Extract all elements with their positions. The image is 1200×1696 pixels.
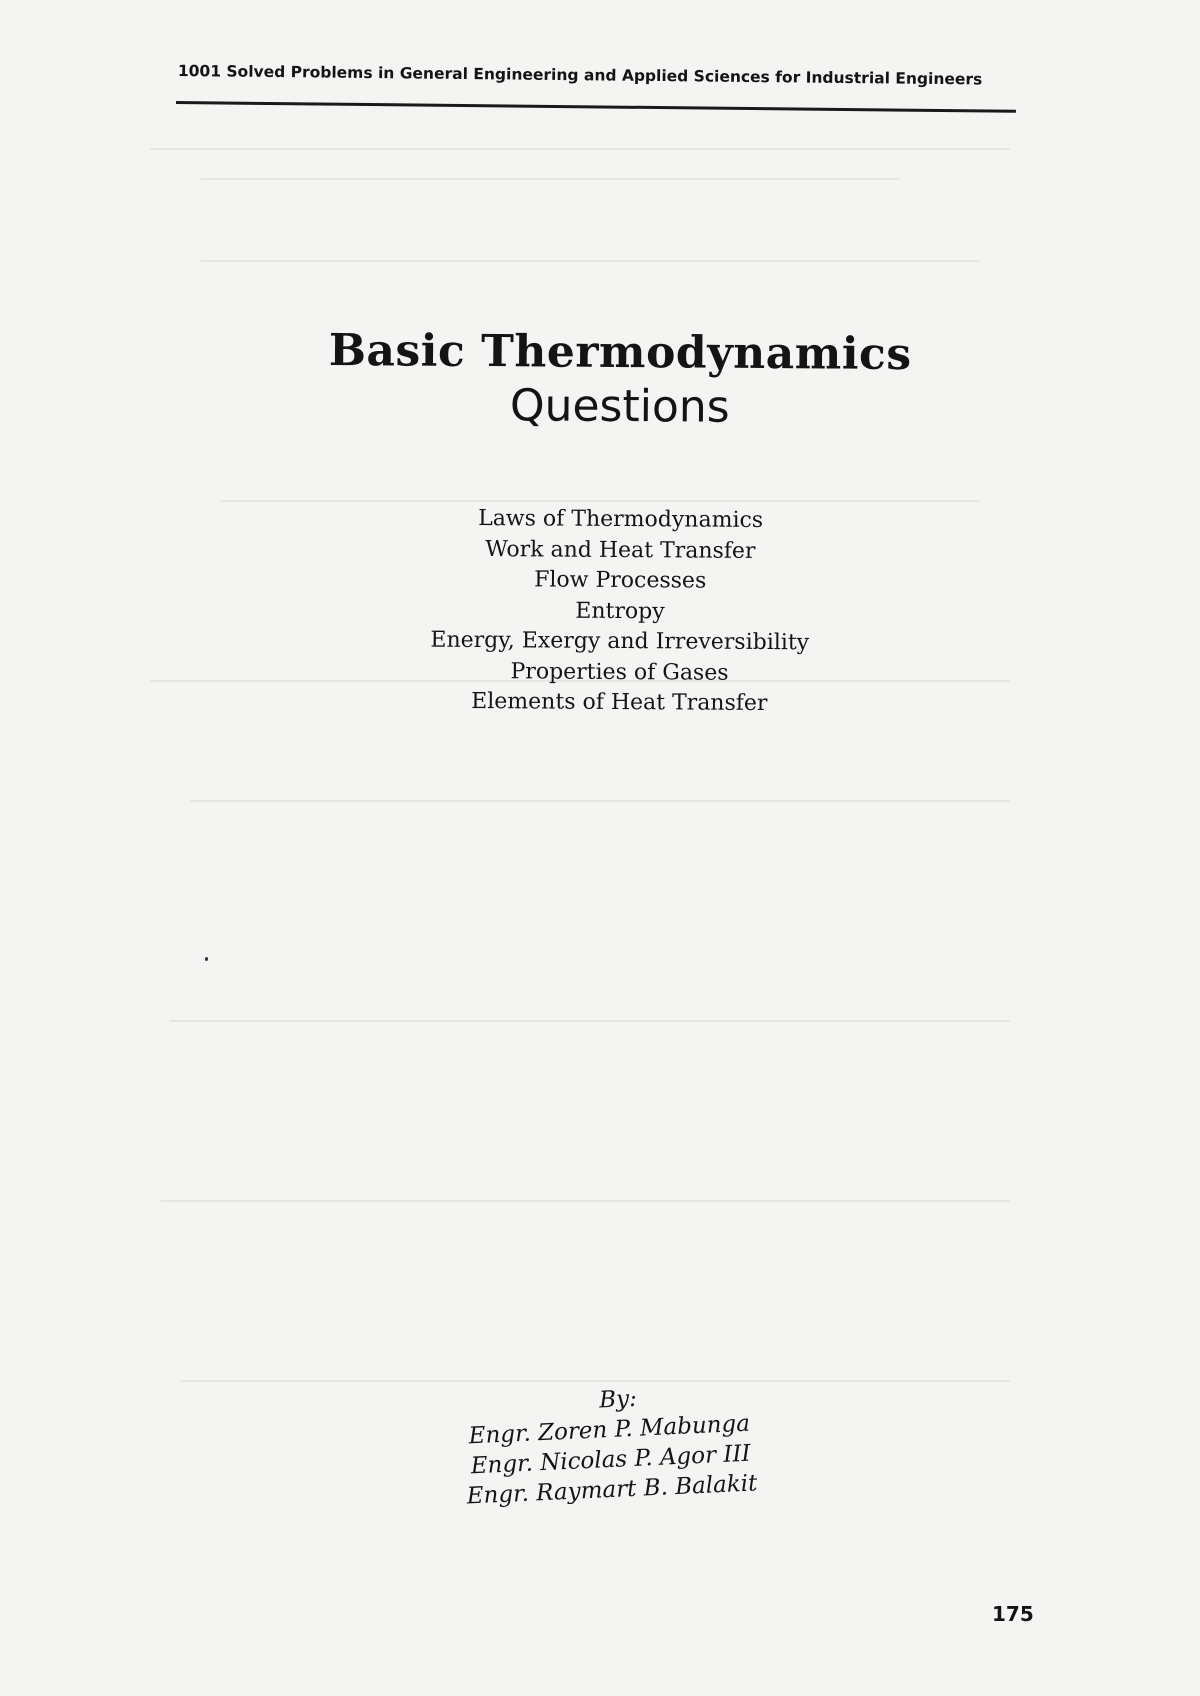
topic-item: Properties of Gases: [510, 658, 729, 686]
author-name: Engr. Zoren P. Mabunga: [468, 1410, 751, 1450]
page-number: 175: [992, 1602, 1034, 1626]
topic-item: Elements of Heat Transfer: [471, 688, 768, 717]
main-title: Basic Thermodynamics: [328, 324, 912, 381]
header-rule: [176, 101, 1016, 113]
topic-item: Entropy: [575, 598, 665, 624]
title-block: [200, 322, 1041, 438]
running-header: 1001 Solved Problems in General Engineering and Applied Sciences for Industrial Engineers: [177, 62, 983, 89]
bleed-through-line: [190, 800, 1010, 802]
bleed-through-line: [200, 178, 900, 180]
sub-title: Questions: [509, 380, 730, 433]
bleed-through-line: [170, 1020, 1010, 1022]
bleed-through-line: [220, 500, 980, 502]
by-label: By:: [598, 1385, 638, 1414]
topic-item: Energy, Exergy and Irreversibility: [430, 627, 810, 656]
scan-speck: [205, 957, 208, 961]
topic-item: Work and Heat Transfer: [485, 536, 756, 564]
author-name: Engr. Raymart B. Balakit: [466, 1470, 758, 1510]
bleed-through-line: [180, 1380, 1010, 1382]
topic-item: Flow Processes: [534, 567, 707, 594]
topic-list: [199, 502, 1040, 721]
topic-item: Laws of Thermodynamics: [478, 506, 764, 533]
bleed-through-line: [160, 1200, 1010, 1202]
bleed-through-line: [150, 148, 1010, 150]
author-block: [397, 1376, 822, 1515]
author-name: Engr. Nicolas P. Agor III: [470, 1440, 752, 1480]
bleed-through-line: [200, 260, 980, 262]
